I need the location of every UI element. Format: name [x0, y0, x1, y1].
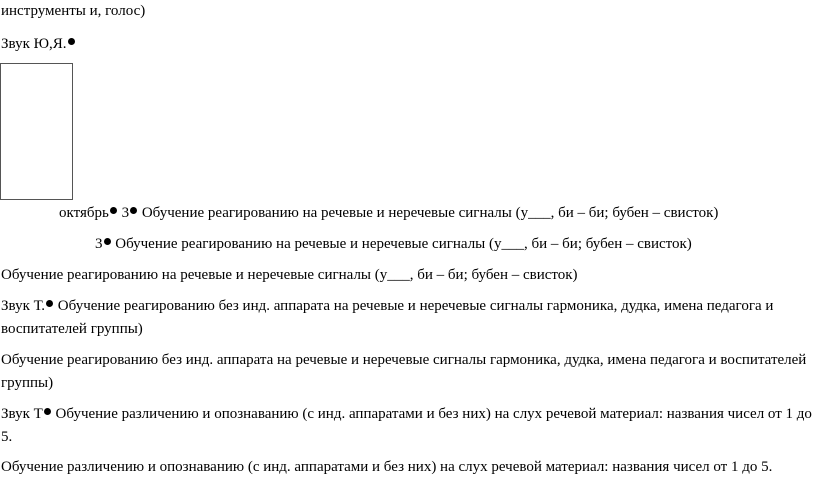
paragraph-7 — [1, 349, 813, 395]
bullet-icon — [130, 207, 137, 214]
sound-label: Звук Т. — [1, 298, 46, 314]
sound-label: Звук Т — [1, 406, 43, 422]
image-placeholder — [0, 63, 73, 200]
item-text: Обучение реагированию на речевые и неречевые сигналы (у___, би – би; бубен – свисток) — [1, 267, 578, 283]
paragraph-6 — [1, 295, 813, 341]
item-text: Обучение различению и опознаванию (с инд. аппаратами и без них) на слух речевой материал: названия чисел от 1 до 5. — [1, 406, 812, 445]
sound-label: Звук Ю,Я. — [1, 36, 67, 52]
text-line-1-content: инструменты и, голос) — [1, 3, 146, 19]
month-label: октябрь — [59, 205, 109, 221]
paragraph-8 — [1, 403, 813, 449]
item-text: Обучение различению и опознаванию (с инд. аппаратами и без них) на слух речевой материал: названия чисел от 1 до 5. — [1, 459, 773, 475]
text-line-2 — [1, 33, 76, 55]
item-text: Обучение реагированию на речевые и неречевые сигналы (у___, би – би; бубен – свисток) — [115, 236, 692, 252]
text-line-3 — [59, 202, 718, 224]
bullet-icon — [44, 408, 51, 415]
bullet-icon — [68, 38, 75, 45]
bullet-icon — [110, 207, 117, 214]
text-line-5 — [1, 264, 578, 286]
item-text: Обучение реагированию без инд. аппарата на речевые и неречевые сигналы гармоника, дудка, имена педагога и воспитателей группы) — [1, 298, 774, 337]
item-text: Обучение реагированию на речевые и неречевые сигналы (у___, би – би; бубен – свисток) — [141, 205, 719, 221]
bullet-icon — [104, 238, 111, 245]
text-line-4 — [95, 233, 692, 255]
text-line-9 — [1, 456, 772, 478]
bullet-icon — [46, 300, 53, 307]
text-line-1 — [1, 0, 145, 22]
item-number: 3 — [121, 205, 130, 221]
item-number: 3 — [95, 236, 103, 252]
item-text: Обучение реагированию без инд. аппарата на речевые и неречевые сигналы гармоника, дудка, имена педагога и воспитателей группы) — [1, 352, 807, 391]
